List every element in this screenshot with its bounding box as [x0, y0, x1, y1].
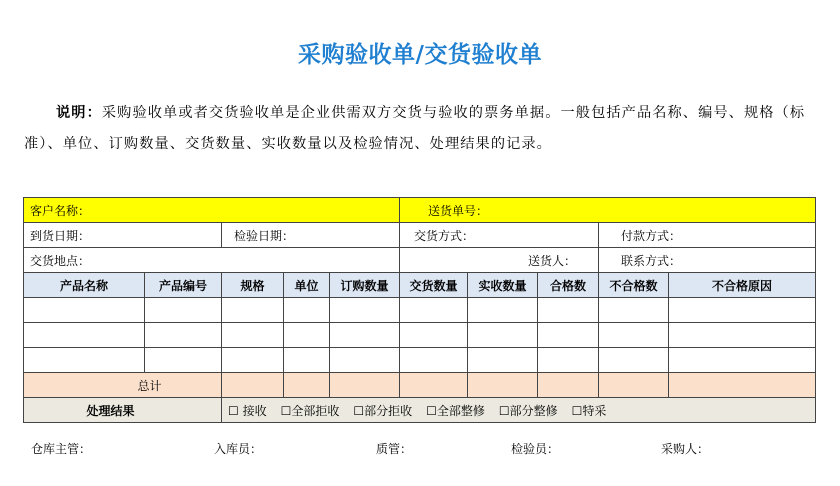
- column-header: 交货数量: [400, 273, 468, 298]
- total-cell[interactable]: [400, 373, 468, 398]
- total-cell[interactable]: [222, 373, 284, 398]
- table-cell[interactable]: [538, 323, 599, 348]
- option-accept-checkbox[interactable]: ☐ 接收: [228, 403, 267, 418]
- purchaser-signature[interactable]: 采购人：: [661, 442, 710, 456]
- delivery-no-field[interactable]: 送货单号：: [400, 198, 816, 223]
- table-cell[interactable]: [284, 298, 330, 323]
- table-cell[interactable]: [468, 348, 538, 373]
- table-cell[interactable]: [599, 298, 669, 323]
- document-title: 采购验收单/交货验收单: [298, 42, 542, 68]
- table-cell[interactable]: [468, 298, 538, 323]
- column-header: 不合格原因: [669, 273, 816, 298]
- table-cell[interactable]: [599, 323, 669, 348]
- inspection-date-field[interactable]: 检验日期：: [222, 223, 400, 248]
- total-row: [24, 373, 816, 398]
- result-row: [24, 398, 816, 423]
- column-header: 不合格数: [599, 273, 669, 298]
- table-cell[interactable]: [669, 323, 816, 348]
- table-cell[interactable]: [330, 323, 400, 348]
- table-cell[interactable]: [538, 298, 599, 323]
- table-cell[interactable]: [400, 323, 468, 348]
- column-header-row: [24, 273, 816, 298]
- total-cell[interactable]: [599, 373, 669, 398]
- table-cell[interactable]: [400, 298, 468, 323]
- deliverer-field[interactable]: 送货人：: [400, 248, 599, 273]
- column-header: 产品编号: [145, 273, 222, 298]
- table-cell[interactable]: [24, 323, 145, 348]
- table-cell[interactable]: [145, 323, 222, 348]
- description: [24, 98, 816, 160]
- column-header: 合格数: [538, 273, 599, 298]
- signature-footer: [23, 440, 815, 460]
- table-cell[interactable]: [222, 348, 284, 373]
- payment-method-field[interactable]: 付款方式：: [599, 223, 816, 248]
- total-cell[interactable]: [284, 373, 330, 398]
- location-row: [24, 248, 816, 273]
- customer-name-field[interactable]: 客户名称：: [24, 198, 400, 223]
- table-cell[interactable]: [24, 348, 145, 373]
- arrival-date-field[interactable]: 到货日期：: [24, 223, 222, 248]
- acceptance-form: [23, 197, 816, 423]
- column-header: 产品名称: [24, 273, 145, 298]
- table-cell[interactable]: [400, 348, 468, 373]
- table-cell[interactable]: [599, 348, 669, 373]
- table-cell[interactable]: [24, 298, 145, 323]
- option-repair-partial-checkbox[interactable]: ☐部分整修: [498, 403, 558, 418]
- table-cell[interactable]: [538, 348, 599, 373]
- inspector-signature[interactable]: 检验员：: [511, 442, 560, 456]
- dates-row: [24, 223, 816, 248]
- delivery-location-field[interactable]: 交货地点：: [24, 248, 400, 273]
- total-cell[interactable]: [330, 373, 400, 398]
- column-header: 规格: [222, 273, 284, 298]
- warehouse-clerk-signature[interactable]: 入库员：: [214, 442, 263, 456]
- quality-control-signature[interactable]: 质管：: [376, 442, 413, 456]
- table-cell[interactable]: [330, 298, 400, 323]
- result-label: 处理结果: [24, 398, 222, 423]
- table-row: [24, 298, 816, 323]
- table-cell[interactable]: [222, 323, 284, 348]
- result-options: [222, 398, 816, 423]
- table-cell[interactable]: [330, 348, 400, 373]
- total-cell[interactable]: [468, 373, 538, 398]
- total-label: 总计: [24, 373, 222, 398]
- table-row: [24, 323, 816, 348]
- total-cell[interactable]: [669, 373, 816, 398]
- column-header: 实收数量: [468, 273, 538, 298]
- description-text: 采购验收单或者交货验收单是企业供需双方交货与验收的票务单据。一般包括产品名称、编号、规格（标准）、单位、订购数量、交货数量、实收数量以及检验情况、处理结果的记录。: [24, 105, 806, 152]
- option-reject-all-checkbox[interactable]: ☐全部拒收: [280, 403, 340, 418]
- option-repair-all-checkbox[interactable]: ☐全部整修: [426, 403, 485, 418]
- column-header: 订购数量: [330, 273, 400, 298]
- option-reject-partial-checkbox[interactable]: ☐部分拒收: [353, 403, 413, 418]
- description-label: 说明：: [56, 105, 102, 121]
- table-cell[interactable]: [284, 348, 330, 373]
- table-row: [24, 348, 816, 373]
- table-cell[interactable]: [284, 323, 330, 348]
- warehouse-manager-signature[interactable]: 仓库主管：: [31, 442, 92, 456]
- table-cell[interactable]: [145, 298, 222, 323]
- table-cell[interactable]: [145, 348, 222, 373]
- customer-row: [24, 198, 816, 223]
- option-special-acceptance-checkbox[interactable]: ☐特采: [571, 403, 607, 418]
- contact-field[interactable]: 联系方式：: [599, 248, 816, 273]
- table-cell[interactable]: [669, 348, 816, 373]
- delivery-method-field[interactable]: 交货方式：: [400, 223, 599, 248]
- column-header: 单位: [284, 273, 330, 298]
- table-cell[interactable]: [669, 298, 816, 323]
- table-cell[interactable]: [468, 323, 538, 348]
- total-cell[interactable]: [538, 373, 599, 398]
- table-cell[interactable]: [222, 298, 284, 323]
